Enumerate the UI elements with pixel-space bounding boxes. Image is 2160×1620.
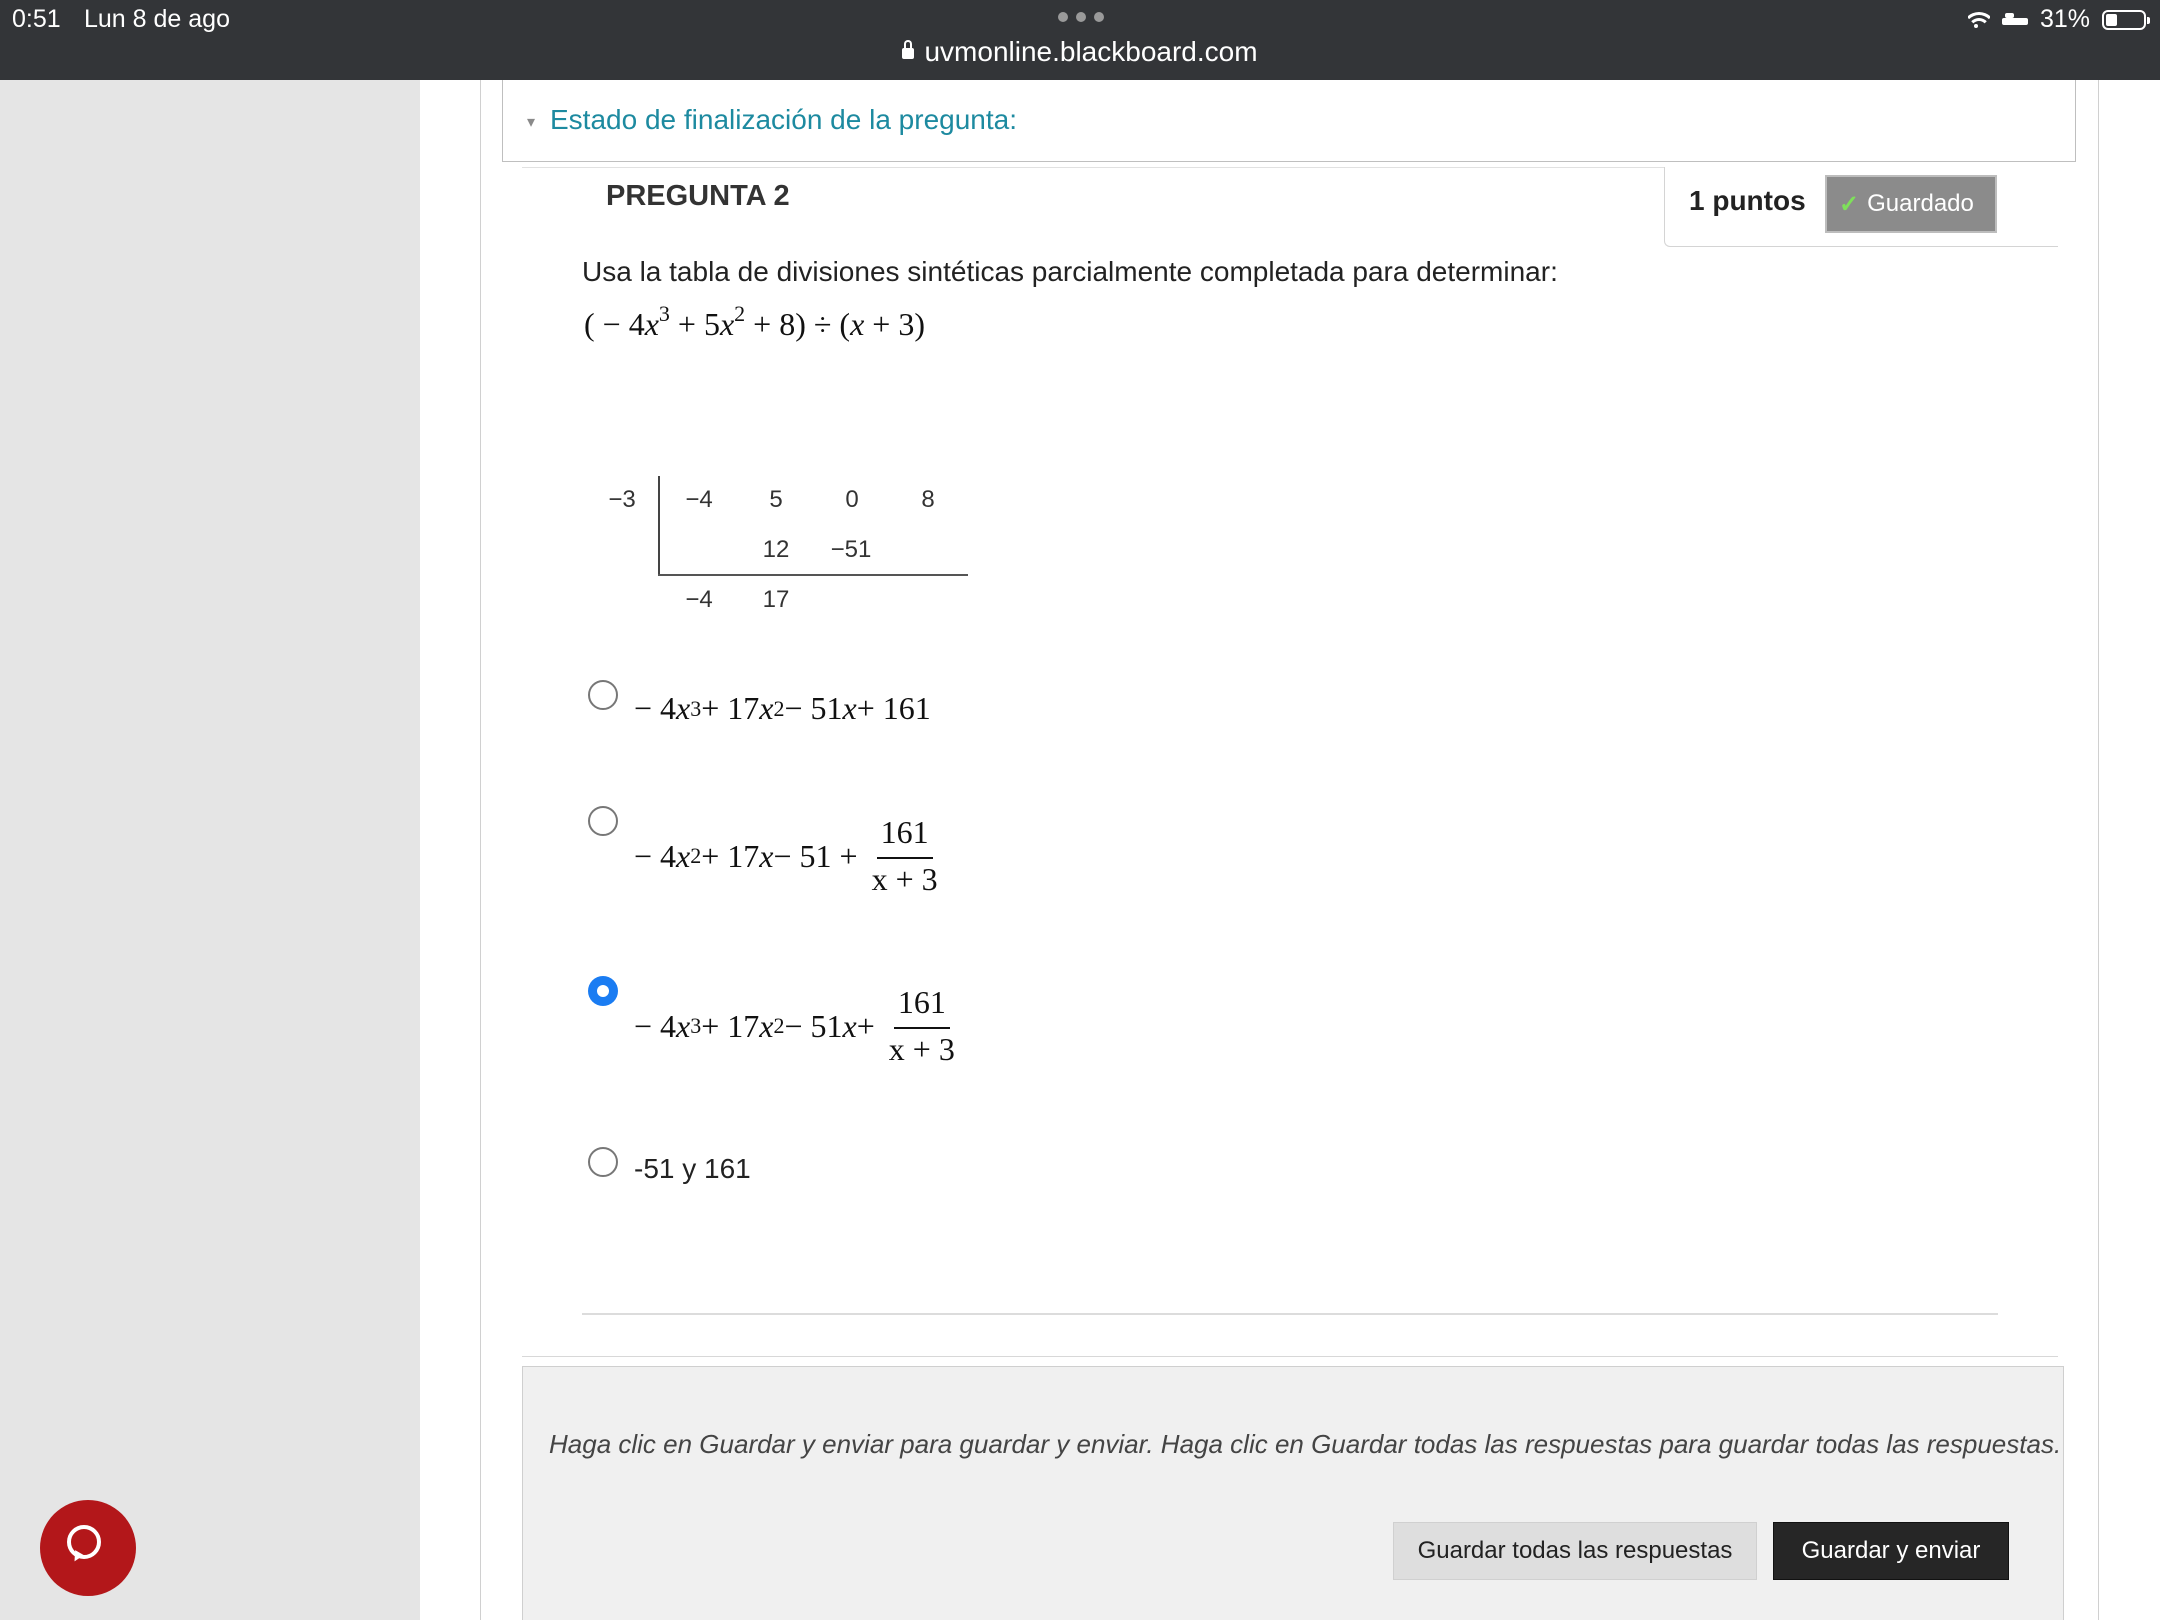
option-text: -51 y 161 xyxy=(634,1153,751,1184)
fraction: $\frac{161}{x + 3}$ xyxy=(888,984,955,1067)
save-and-submit-button[interactable]: Guardar y enviar xyxy=(1773,1522,2009,1580)
table-cell: −4 xyxy=(685,486,713,513)
more-dots-icon[interactable] xyxy=(1058,12,1104,22)
double-chevron-down-icon: ▾ xyxy=(527,114,536,131)
saved-label: Guardado xyxy=(1867,190,1974,217)
points-panel xyxy=(1664,167,2058,247)
battery-percent: 31% xyxy=(2039,5,2090,33)
table-horizontal-rule xyxy=(658,574,968,576)
left-gutter xyxy=(0,80,420,1620)
date-label: Lun 8 de ago xyxy=(84,5,230,33)
submit-footer xyxy=(522,1366,2064,1620)
completion-status-link[interactable]: Estado de finalización de la pregunta: xyxy=(550,104,1017,135)
division-expression: ( − $4x^3 + 5x^2 + 8) \div (x + 3)$ xyxy=(584,301,925,342)
table-cell: 5 xyxy=(769,486,783,513)
save-all-answers-button[interactable]: Guardar todas las respuestas xyxy=(1393,1522,1757,1580)
table-cell: 17 xyxy=(762,586,790,613)
table-cell: −51 xyxy=(830,536,872,563)
wifi-icon xyxy=(1968,12,1990,28)
radio-button[interactable] xyxy=(588,1147,618,1177)
saved-status-badge xyxy=(1825,175,1997,233)
option-text: − 4 x 3 + 17 x 2 − 51 x + 161 xyxy=(634,690,931,726)
browser-status-bar xyxy=(0,0,2160,80)
question-bottom-divider xyxy=(582,1313,1998,1315)
table-cell: 12 xyxy=(762,536,790,563)
radio-button-selected[interactable] xyxy=(588,976,618,1006)
radio-button[interactable] xyxy=(588,806,618,836)
address-bar[interactable] xyxy=(0,36,2160,68)
sleep-mode-icon xyxy=(2002,12,2028,28)
radio-button[interactable] xyxy=(588,680,618,710)
lock-icon xyxy=(902,48,914,59)
chat-help-button[interactable] xyxy=(40,1500,136,1596)
checkmark-icon: ✓ xyxy=(1839,190,1860,218)
chat-bubble-icon xyxy=(67,1525,101,1559)
points-value: 1 puntos xyxy=(1689,185,1806,216)
fraction: $\frac{161}{x + 3}$ xyxy=(871,814,938,897)
clock-time: 0:51 xyxy=(12,5,61,33)
synthetic-division-table xyxy=(600,470,980,620)
table-vertical-rule xyxy=(658,476,660,576)
table-cell: −4 xyxy=(685,586,713,613)
question-instruction: Usa la tabla de divisiones sintéticas parcialmente completada para determinar: xyxy=(582,256,1558,287)
table-cell: 0 xyxy=(845,486,859,513)
table-divisor: −3 xyxy=(608,486,636,513)
footer-divider xyxy=(522,1356,2058,1357)
content-frame-right xyxy=(2098,80,2099,1620)
content-frame-left xyxy=(480,80,481,1620)
question-title: PREGUNTA 2 xyxy=(606,180,790,212)
submit-instructions: Haga clic en Guardar y enviar para guardar y enviar. Haga clic en Guardar todas las respuestas para guardar todas las respuestas. xyxy=(549,1429,2062,1459)
question-completion-status[interactable] xyxy=(502,80,2076,162)
url-text: uvmonline.blackboard.com xyxy=(924,36,1258,67)
battery-icon xyxy=(2102,10,2146,30)
option-text: − 4 x 3 + 17 x 2 − 51 x + $\frac{161}{x + 3}$ xyxy=(634,984,955,1067)
option-text: − 4 x 2 + 17 x − 51 + $\frac{161}{x + 3}$ xyxy=(634,814,938,897)
table-cell: 8 xyxy=(921,486,935,513)
